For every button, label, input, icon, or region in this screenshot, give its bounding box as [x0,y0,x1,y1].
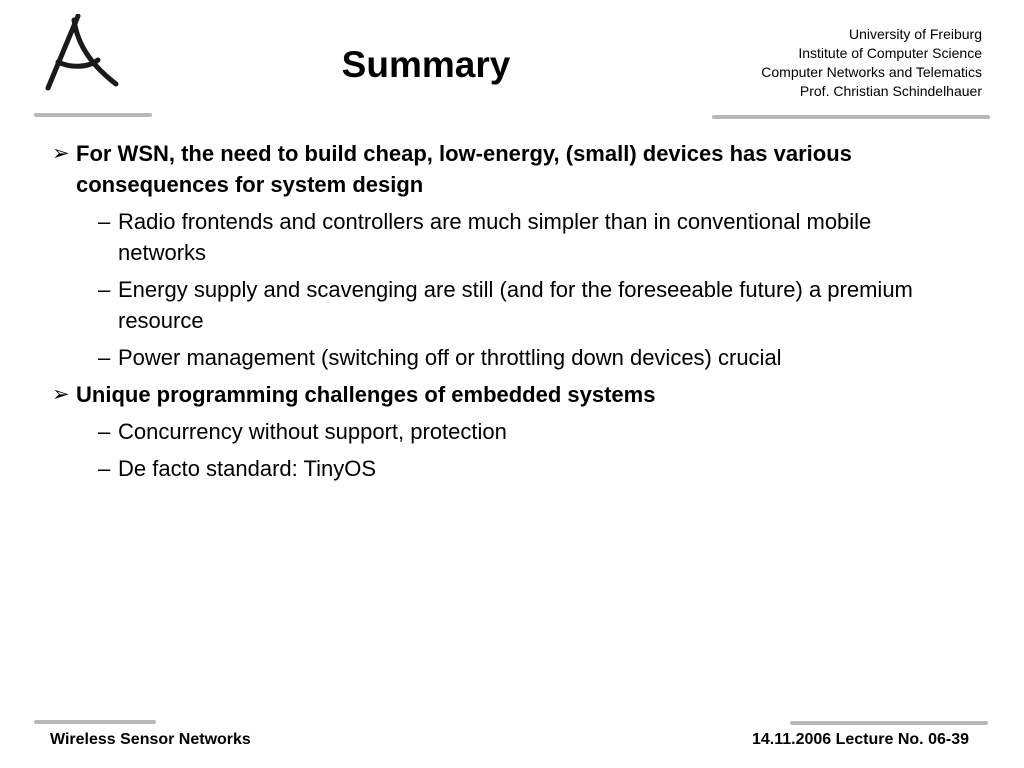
bullet-item [52,379,952,410]
dash-bullet-icon: – [98,345,111,370]
dash-bullet-icon: – [98,277,111,302]
footer-course-title: Wireless Sensor Networks [50,731,251,748]
arrow-bullet-icon: ➢ [52,383,70,406]
affiliation-university: University of Freiburg [848,26,982,42]
sub-bullet-item [52,274,952,336]
sub-bullet-text: De facto standard: TinyOS [118,456,377,481]
bullet-text: Unique programming challenges of embedded systems [76,382,656,407]
dash-bullet-icon: – [98,456,111,481]
sub-bullet-item [52,342,952,373]
bullet-item [52,138,952,200]
affiliation-institute: Institute of Computer Science [798,45,982,61]
page-title: Summary [341,44,511,85]
dash-bullet-icon: – [98,209,111,234]
sub-bullet-text: Concurrency without support, protection [118,419,507,444]
footer-lecture-info: 14.11.2006 Lecture No. 06-39 [751,731,969,748]
arrow-bullet-icon: ➢ [52,142,70,165]
sub-bullet-text: Radio frontends and controllers are much simpler than in conventional mobile networks [118,209,872,265]
affiliation-department: Computer Networks and Telematics [761,64,982,80]
bullet-text: For WSN, the need to build cheap, low-energy, (small) devices has various consequences for system design [76,141,852,197]
sub-bullet-item [52,453,952,484]
affiliation-block [761,25,982,101]
sub-bullet-text: Energy supply and scavenging are still (and for the foreseeable future) a premium resource [118,277,913,333]
footer-right-rule [790,721,988,725]
footer-left-rule [34,720,156,724]
sub-bullet-item [52,206,952,268]
header-right-rule [712,115,990,119]
sub-bullet-item [52,416,952,447]
dash-bullet-icon: – [98,419,111,444]
university-logo-icon [38,14,128,96]
slide-content [52,138,952,490]
sub-bullet-text: Power management (switching off or throttling down devices) crucial [118,345,782,370]
affiliation-professor: Prof. Christian Schindelhauer [799,83,982,99]
header-left-rule [34,113,152,117]
